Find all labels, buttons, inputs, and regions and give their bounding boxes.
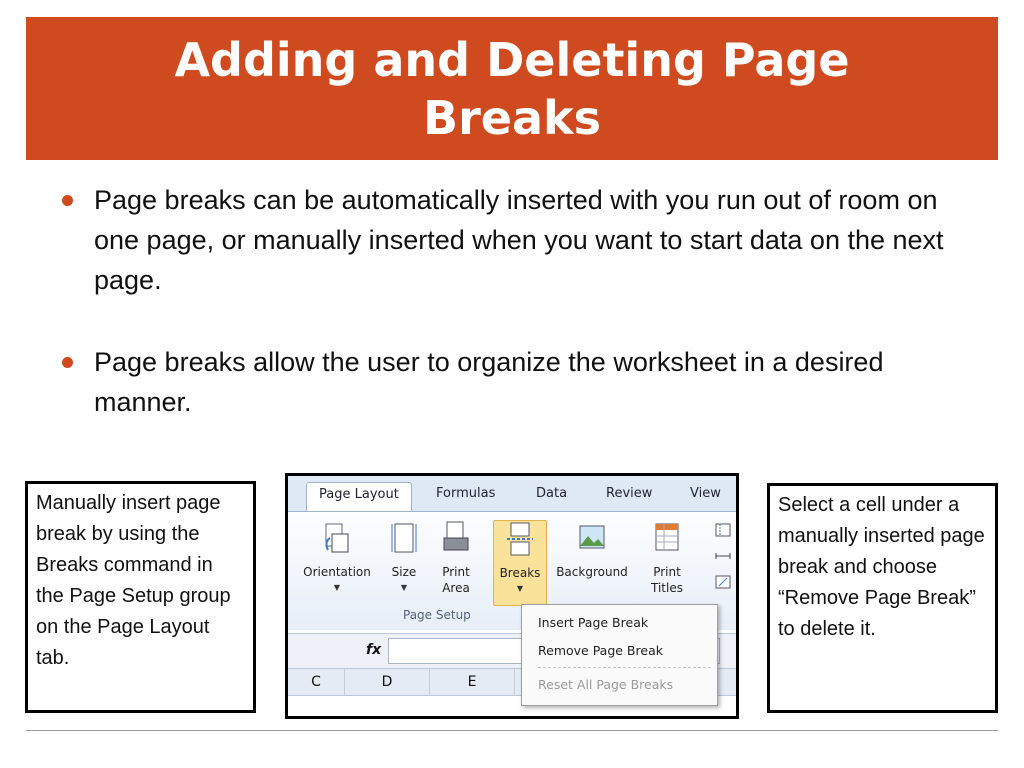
ribbon-tab-bar	[288, 476, 736, 511]
width-icon[interactable]	[714, 548, 732, 564]
group-label-page-setup: Page Setup	[403, 608, 471, 622]
callout-left: Manually insert page break by using the Breaks command in the Page Setup group on the Page Layout tab.	[25, 481, 256, 713]
column-header-e[interactable]: E	[430, 669, 515, 695]
bullet-item	[62, 180, 962, 300]
tab-page-layout[interactable]: Page Layout	[306, 482, 412, 511]
tab-review[interactable]: Review	[606, 486, 653, 501]
size-button[interactable]: Size ▼	[384, 520, 424, 596]
bullet-item	[62, 342, 962, 422]
breaks-icon	[505, 521, 535, 557]
tab-view[interactable]: View	[690, 486, 721, 501]
slide-title: Adding and Deleting Page Breaks	[174, 32, 850, 145]
print-titles-icon	[652, 520, 682, 556]
background-button[interactable]: Background	[550, 520, 634, 580]
footer-divider	[26, 730, 998, 731]
menu-item-insert-page-break[interactable]: Insert Page Break	[538, 615, 649, 630]
column-header-d[interactable]: D	[345, 669, 430, 695]
bullet-dot-icon	[62, 195, 73, 206]
bullet-list	[62, 180, 962, 464]
margins-icon[interactable]	[714, 522, 732, 538]
menu-item-remove-page-break[interactable]: Remove Page Break	[538, 643, 663, 658]
tab-formulas[interactable]: Formulas	[436, 486, 496, 501]
background-icon	[577, 520, 607, 556]
column-header-c[interactable]: C	[288, 669, 345, 695]
bullet-text: Page breaks can be automatically inserted with you run out of room on one page, or manually inserted when you want to start data on the next page.	[94, 185, 944, 295]
scale-icon[interactable]	[714, 574, 732, 590]
fx-icon[interactable]: fx	[366, 642, 382, 658]
size-icon	[389, 520, 419, 556]
callout-right: Select a cell under a manually inserted page break and choose “Remove Page Break” to delete it.	[767, 483, 998, 713]
menu-item-reset-all-page-breaks[interactable]: Reset All Page Breaks	[538, 677, 674, 692]
breaks-button[interactable]: Breaks ▼	[493, 520, 547, 606]
bullet-dot-icon	[62, 357, 73, 368]
ribbon-screenshot	[285, 473, 739, 719]
print-area-button[interactable]: Print Area	[434, 520, 478, 596]
menu-separator	[538, 667, 711, 668]
tab-data[interactable]: Data	[536, 486, 568, 501]
orientation-button[interactable]: Orientation ▼	[296, 520, 378, 596]
title-banner	[26, 17, 998, 160]
breaks-dropdown-menu	[521, 604, 718, 706]
print-titles-button[interactable]: Print Titles	[642, 520, 692, 596]
orientation-icon	[322, 520, 352, 556]
bullet-text: Page breaks allow the user to organize the worksheet in a desired manner.	[94, 347, 884, 417]
print-area-icon	[441, 520, 471, 556]
